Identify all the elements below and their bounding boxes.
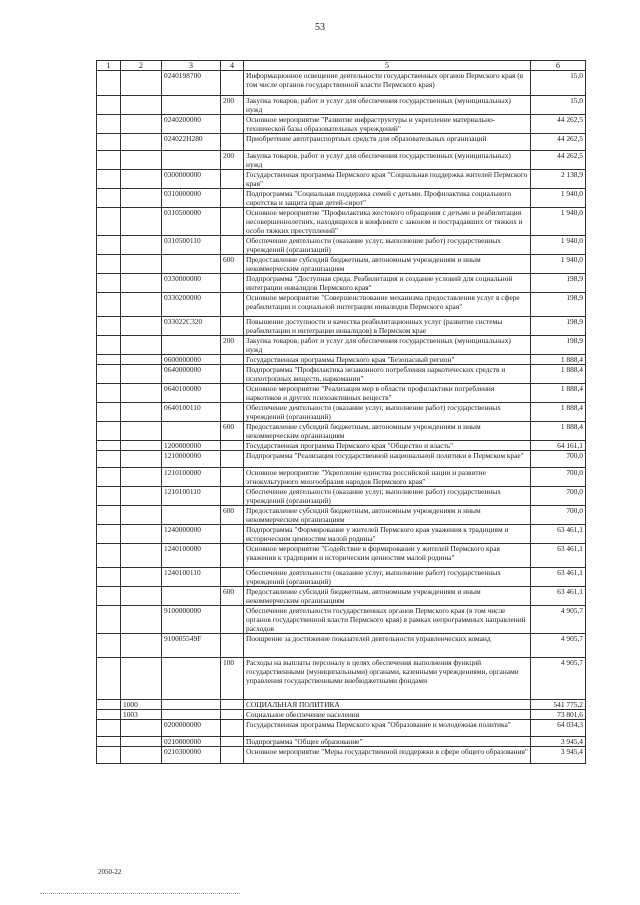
cell-c5: Информационное освещение деятельности государственных органов Пермского края (в том числе органов государственной власти Пермского края) — [244, 71, 531, 96]
table-row — [97, 737, 586, 747]
cell-c2 — [121, 317, 162, 336]
table-row — [97, 606, 586, 634]
cell-c2 — [121, 384, 162, 403]
cell-c3: 033022С320 — [162, 317, 221, 336]
cell-c6: 44 262,5 — [531, 134, 586, 151]
table-row — [97, 506, 586, 525]
cell-c3: 1210100110 — [162, 487, 221, 506]
cell-c6: 4 905,7 — [531, 658, 586, 700]
cell-c6: 73 801,6 — [531, 710, 586, 720]
cell-c4: 200 — [221, 336, 244, 355]
cell-c1 — [97, 274, 121, 293]
table-row — [97, 700, 586, 710]
cell-c2 — [121, 451, 162, 468]
cell-c1 — [97, 384, 121, 403]
cell-c6: 700,0 — [531, 487, 586, 506]
cell-c4 — [221, 700, 244, 710]
cell-c4 — [221, 170, 244, 189]
cell-c3 — [162, 506, 221, 525]
cell-c3: 0310500110 — [162, 236, 221, 255]
cell-c5: Повышение доступности и качества реабилитационных услуг (развитие системы реабилитации и интеграции инвалидов) в Пермском крае — [244, 317, 531, 336]
table-row — [97, 634, 586, 658]
cell-c6: 1 940,0 — [531, 255, 586, 274]
cell-c6: 700,0 — [531, 451, 586, 468]
table-row — [97, 384, 586, 403]
cell-c6: 4 905,7 — [531, 606, 586, 634]
cell-c1 — [97, 189, 121, 208]
cell-c3: 0200000000 — [162, 720, 221, 737]
cell-c6: 541 775,2 — [531, 700, 586, 710]
cell-c3: 910005549F — [162, 634, 221, 658]
cell-c3: 1240100110 — [162, 568, 221, 587]
table-row — [97, 355, 586, 365]
cell-c1 — [97, 710, 121, 720]
cell-c5: Предоставление субсидий бюджетным, автономным учреждениям и иным некоммерческим организациям — [244, 255, 531, 274]
cell-c5: Государственная программа Пермского края "Социальная поддержка жителей Пермского края" — [244, 170, 531, 189]
cell-c6: 1 888,4 — [531, 403, 586, 422]
cell-c1 — [97, 115, 121, 134]
cell-c3: 0310500000 — [162, 208, 221, 236]
table-row — [97, 587, 586, 606]
cell-c6: 3 945,4 — [531, 747, 586, 764]
table-row — [97, 658, 586, 700]
cell-c5: Предоставление субсидий бюджетным, автономным учреждениям и иным некоммерческим организациям — [244, 422, 531, 441]
cell-c2 — [121, 293, 162, 317]
table-row — [97, 451, 586, 468]
cell-c4 — [221, 634, 244, 658]
cell-c4 — [221, 451, 244, 468]
cell-c5: Подпрограмма "Доступная среда. Реабилитация и создание условий для социальной интеграции инвалидов Пермского края" — [244, 274, 531, 293]
cell-c6: 198,9 — [531, 317, 586, 336]
cell-c3: 0300000000 — [162, 170, 221, 189]
cell-c1 — [97, 403, 121, 422]
cell-c6: 1 888,4 — [531, 384, 586, 403]
cell-c2 — [121, 747, 162, 764]
table-row — [97, 71, 586, 96]
cell-c1 — [97, 506, 121, 525]
cell-c1 — [97, 658, 121, 700]
cell-c3: 024022Н280 — [162, 134, 221, 151]
cell-c1 — [97, 255, 121, 274]
cell-c2 — [121, 441, 162, 451]
cell-c5: Обеспечение деятельности государственных органов Пермского края (в том числе органов государственной власти Пермского края) в рамках непрограммных направлений расходов — [244, 606, 531, 634]
cell-c4 — [221, 355, 244, 365]
cell-c1 — [97, 365, 121, 384]
cell-c2 — [121, 236, 162, 255]
cell-c2 — [121, 506, 162, 525]
cell-c6: 15,0 — [531, 96, 586, 115]
cell-c4 — [221, 568, 244, 587]
cell-c6: 63 461,1 — [531, 525, 586, 544]
cell-c3: 0240198700 — [162, 71, 221, 96]
scan-edge-mark — [40, 893, 240, 895]
cell-c5: Приобретение автотранспортных средств для образовательных организаций — [244, 134, 531, 151]
cell-c1 — [97, 441, 121, 451]
table-row — [97, 487, 586, 506]
cell-c1 — [97, 422, 121, 441]
cell-c3: 1240000000 — [162, 525, 221, 544]
cell-c3: 0600000000 — [162, 355, 221, 365]
page-number: 53 — [315, 22, 325, 33]
cell-c4 — [221, 274, 244, 293]
cell-c5: Основное мероприятие "Совершенствование механизма предоставления услуг в сфере реабилитации и социальной интеграции инвалидов Пермского края" — [244, 293, 531, 317]
cell-c6: 44 262,5 — [531, 115, 586, 134]
table-row — [97, 403, 586, 422]
cell-c1 — [97, 587, 121, 606]
cell-c2 — [121, 737, 162, 747]
cell-c2 — [121, 487, 162, 506]
cell-c6: 4 905,7 — [531, 634, 586, 658]
cell-c4 — [221, 606, 244, 634]
cell-c2 — [121, 365, 162, 384]
cell-c4: 600 — [221, 587, 244, 606]
cell-c3: 9100000000 — [162, 606, 221, 634]
cell-c4 — [221, 365, 244, 384]
cell-c4 — [221, 747, 244, 764]
cell-c3 — [162, 336, 221, 355]
cell-c3 — [162, 151, 221, 170]
table-row — [97, 151, 586, 170]
cell-c1 — [97, 336, 121, 355]
cell-c2 — [121, 403, 162, 422]
header-cell: 4 — [221, 61, 244, 71]
cell-c1 — [97, 355, 121, 365]
cell-c2: 1003 — [121, 710, 162, 720]
cell-c1 — [97, 737, 121, 747]
cell-c5: Государственная программа Пермского края "Безопасный регион" — [244, 355, 531, 365]
cell-c5: Основное мероприятие "Содействие в формировании у жителей Пермского края уважения к традициям и историческим ценностям малой родины" — [244, 544, 531, 568]
cell-c5: Расходы на выплаты персоналу в целях обеспечения выполнения функций государственными (муниципальными) органами, казенными учреждениями, органами управления государственными внебюджетными фондами — [244, 658, 531, 700]
cell-c5: Обеспечение деятельности (оказание услуг, выполнение работ) государственных учреждений (организаций) — [244, 236, 531, 255]
cell-c6: 1 888,4 — [531, 422, 586, 441]
cell-c4 — [221, 317, 244, 336]
table-row — [97, 96, 586, 115]
cell-c2 — [121, 71, 162, 96]
cell-c6: 1 940,0 — [531, 208, 586, 236]
budget-table — [96, 60, 586, 764]
cell-c6: 198,9 — [531, 336, 586, 355]
cell-c1 — [97, 96, 121, 115]
cell-c3: 0210000000 — [162, 737, 221, 747]
cell-c2 — [121, 587, 162, 606]
cell-c3: 1200000000 — [162, 441, 221, 451]
header-cell: 3 — [162, 61, 221, 71]
cell-c3: 0640100000 — [162, 384, 221, 403]
cell-c3: 0640000000 — [162, 365, 221, 384]
cell-c4 — [221, 468, 244, 487]
cell-c5: СОЦИАЛЬНАЯ ПОЛИТИКА — [244, 700, 531, 710]
cell-c4 — [221, 115, 244, 134]
table-row — [97, 525, 586, 544]
cell-c4: 600 — [221, 422, 244, 441]
cell-c6: 1 940,0 — [531, 189, 586, 208]
cell-c6: 63 461,1 — [531, 568, 586, 587]
cell-c6: 198,9 — [531, 274, 586, 293]
cell-c5: Подпрограмма "Формирование у жителей Пермского края уважения к традициям и историческим ценностям малой родины" — [244, 525, 531, 544]
table-row — [97, 747, 586, 764]
table-row — [97, 293, 586, 317]
cell-c6: 3 945,4 — [531, 737, 586, 747]
cell-c1 — [97, 634, 121, 658]
cell-c5: Основное мероприятие "Реализация мер в области профилактики потребления наркотиков и других психоактивных веществ" — [244, 384, 531, 403]
table-row — [97, 720, 586, 737]
cell-c3: 0240200000 — [162, 115, 221, 134]
table-row — [97, 274, 586, 293]
cell-c4 — [221, 487, 244, 506]
cell-c5: Обеспечение деятельности (оказание услуг, выполнение работ) государственных учреждений (организаций) — [244, 487, 531, 506]
cell-c6: 63 461,1 — [531, 587, 586, 606]
cell-c2 — [121, 115, 162, 134]
cell-c4 — [221, 403, 244, 422]
cell-c2 — [121, 720, 162, 737]
cell-c2 — [121, 544, 162, 568]
cell-c1 — [97, 317, 121, 336]
cell-c1 — [97, 468, 121, 487]
cell-c4 — [221, 71, 244, 96]
cell-c2 — [121, 255, 162, 274]
cell-c3 — [162, 710, 221, 720]
cell-c4: 600 — [221, 255, 244, 274]
cell-c1 — [97, 525, 121, 544]
cell-c1 — [97, 451, 121, 468]
cell-c5: Социальное обеспечение населения — [244, 710, 531, 720]
table-row — [97, 710, 586, 720]
cell-c1 — [97, 236, 121, 255]
cell-c2 — [121, 355, 162, 365]
cell-c2 — [121, 634, 162, 658]
table-row — [97, 317, 586, 336]
cell-c2 — [121, 336, 162, 355]
cell-c3 — [162, 422, 221, 441]
cell-c2 — [121, 568, 162, 587]
footer-code: 2050-22 — [98, 868, 122, 876]
cell-c6: 1 888,4 — [531, 355, 586, 365]
cell-c1 — [97, 747, 121, 764]
cell-c3 — [162, 255, 221, 274]
cell-c5: Государственная программа Пермского края "Общество и власть" — [244, 441, 531, 451]
cell-c2 — [121, 189, 162, 208]
cell-c3: 1210000000 — [162, 451, 221, 468]
table-row — [97, 236, 586, 255]
cell-c3 — [162, 658, 221, 700]
cell-c4: 100 — [221, 658, 244, 700]
cell-c4: 600 — [221, 506, 244, 525]
cell-c4 — [221, 293, 244, 317]
cell-c6: 198,9 — [531, 293, 586, 317]
table-row — [97, 365, 586, 384]
table-header-row — [97, 61, 586, 71]
cell-c3: 0640100110 — [162, 403, 221, 422]
cell-c5: Предоставление субсидий бюджетным, автономным учреждениям и иным некоммерческим организациям — [244, 587, 531, 606]
cell-c2 — [121, 274, 162, 293]
table-row — [97, 115, 586, 134]
cell-c2 — [121, 170, 162, 189]
cell-c6: 1 940,0 — [531, 236, 586, 255]
cell-c5: Обеспечение деятельности (оказание услуг, выполнение работ) государственных учреждений (организаций) — [244, 568, 531, 587]
cell-c2 — [121, 525, 162, 544]
cell-c3: 0210300000 — [162, 747, 221, 764]
cell-c6: 2 138,9 — [531, 170, 586, 189]
cell-c4 — [221, 134, 244, 151]
header-cell: 6 — [531, 61, 586, 71]
cell-c6: 1 888,4 — [531, 365, 586, 384]
cell-c1 — [97, 293, 121, 317]
cell-c4: 200 — [221, 151, 244, 170]
table-row — [97, 208, 586, 236]
cell-c2 — [121, 606, 162, 634]
cell-c2 — [121, 134, 162, 151]
cell-c1 — [97, 134, 121, 151]
cell-c3 — [162, 587, 221, 606]
table-row — [97, 544, 586, 568]
cell-c4 — [221, 208, 244, 236]
cell-c5: Основное мероприятие "Укрепление единства российской нации и развитие этнокультурного многообразия народов Пермского края" — [244, 468, 531, 487]
header-cell: 1 — [97, 61, 121, 71]
cell-c6: 64 161,1 — [531, 441, 586, 451]
cell-c1 — [97, 700, 121, 710]
table-row — [97, 170, 586, 189]
cell-c3: 1240100000 — [162, 544, 221, 568]
cell-c2 — [121, 151, 162, 170]
cell-c4 — [221, 737, 244, 747]
cell-c1 — [97, 606, 121, 634]
cell-c2 — [121, 658, 162, 700]
cell-c5: Поощрение за достижение показателей деятельности управленческих команд — [244, 634, 531, 658]
cell-c1 — [97, 208, 121, 236]
cell-c4 — [221, 236, 244, 255]
cell-c5: Предоставление субсидий бюджетным, автономным учреждениям и иным некоммерческим организациям — [244, 506, 531, 525]
cell-c1 — [97, 544, 121, 568]
table-row — [97, 468, 586, 487]
cell-c5: Закупка товаров, работ и услуг для обеспечения государственных (муниципальных) нужд — [244, 336, 531, 355]
cell-c3: 0330200000 — [162, 293, 221, 317]
cell-c5: Обеспечение деятельности (оказание услуг, выполнение работ) государственных учреждений (организаций) — [244, 403, 531, 422]
table-row — [97, 189, 586, 208]
cell-c2 — [121, 468, 162, 487]
cell-c5: Государственная программа Пермского края "Образование и молодежная политика" — [244, 720, 531, 737]
cell-c2 — [121, 208, 162, 236]
cell-c5: Подпрограмма "Общее образование" — [244, 737, 531, 747]
cell-c6: 44 262,5 — [531, 151, 586, 170]
cell-c2 — [121, 422, 162, 441]
header-cell: 2 — [121, 61, 162, 71]
cell-c5: Подпрограмма "Социальная поддержка семей с детьми. Профилактика социального сиротства и защита прав детей-сирот" — [244, 189, 531, 208]
cell-c1 — [97, 71, 121, 96]
header-cell: 5 — [244, 61, 531, 71]
cell-c4 — [221, 189, 244, 208]
table-row — [97, 441, 586, 451]
cell-c4: 200 — [221, 96, 244, 115]
cell-c4 — [221, 525, 244, 544]
cell-c4 — [221, 441, 244, 451]
table-row — [97, 255, 586, 274]
table-row — [97, 568, 586, 587]
table-body — [97, 71, 586, 764]
cell-c1 — [97, 720, 121, 737]
cell-c1 — [97, 487, 121, 506]
cell-c4 — [221, 710, 244, 720]
cell-c5: Подпрограмма "Реализация государственной национальной политики в Пермском крае" — [244, 451, 531, 468]
table-row — [97, 422, 586, 441]
cell-c2 — [121, 96, 162, 115]
cell-c3: 0310000000 — [162, 189, 221, 208]
cell-c6: 700,0 — [531, 506, 586, 525]
cell-c6: 64 034,3 — [531, 720, 586, 737]
cell-c1 — [97, 568, 121, 587]
cell-c2: 1000 — [121, 700, 162, 710]
cell-c3 — [162, 96, 221, 115]
cell-c1 — [97, 170, 121, 189]
cell-c3: 0330000000 — [162, 274, 221, 293]
cell-c1 — [97, 151, 121, 170]
cell-c5: Основное мероприятие "Развитие инфраструктуры и укрепление материально-технической базы образовательных учреждений" — [244, 115, 531, 134]
table-row — [97, 336, 586, 355]
cell-c4 — [221, 384, 244, 403]
cell-c6: 15,0 — [531, 71, 586, 96]
cell-c5: Закупка товаров, работ и услуг для обеспечения государственных (муниципальных) нужд — [244, 96, 531, 115]
cell-c6: 700,0 — [531, 468, 586, 487]
cell-c5: Основное мероприятие "Профилактика жестокого обращения с детьми и реабилитация несовершеннолетних, находящихся в конфликте с законом и пострадавших от тяжких и особо тяжких преступлений" — [244, 208, 531, 236]
cell-c4 — [221, 720, 244, 737]
cell-c3: 1210100000 — [162, 468, 221, 487]
cell-c5: Подпрограмма "Профилактика незаконного потребления наркотических средств и психотропных веществ, наркомании" — [244, 365, 531, 384]
cell-c4 — [221, 544, 244, 568]
cell-c6: 63 461,1 — [531, 544, 586, 568]
cell-c5: Закупка товаров, работ и услуг для обеспечения государственных (муниципальных) нужд — [244, 151, 531, 170]
cell-c5: Основное мероприятие "Меры государственной поддержки в сфере общего образования" — [244, 747, 531, 764]
cell-c3 — [162, 700, 221, 710]
table-row — [97, 134, 586, 151]
